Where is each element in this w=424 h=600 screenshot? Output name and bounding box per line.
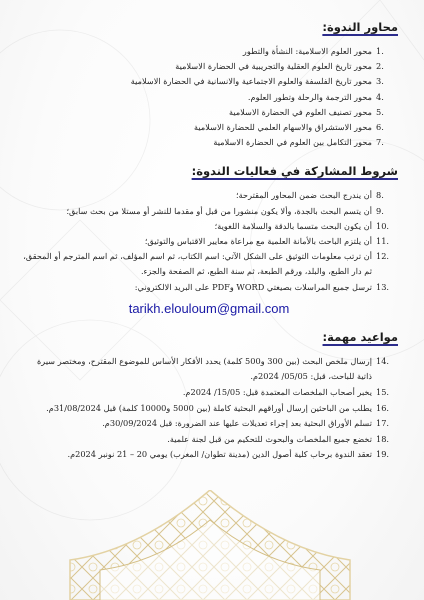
decorative-arch-ornament <box>60 490 360 600</box>
dates-list <box>20 354 398 463</box>
email-link[interactable]: tarikh.elouloum@gmail.com <box>128 300 290 316</box>
list-item: 15. يخبر أصحاب الملخصات المعتمدة قبل: 15/05/ 2024م. <box>182 387 390 398</box>
axes-list <box>20 44 398 150</box>
list-item: 7. محور التكامل بين العلوم في الحضارة الاسلامية <box>213 137 384 148</box>
list-item: 10. أن يكون البحث متسما بالدقة والسلامة اللغوية؛ <box>214 220 390 231</box>
list-item: 11. أن يلتزم الباحث بالأمانة العلمية مع مراعاة معايير الاقتباس والتوثيق؛ <box>144 236 390 247</box>
list-item: 12. أن ترتب معلومات التوثيق على الشكل الآتي: اسم الكتاب، ثم اسم المؤلف، ثم اسم المترجم أو المحقق، ثم دار الطبع، والبلد، ورقم الطبعة، ثم سنة الطبع، ثم الصفحة والجزء. <box>23 251 390 277</box>
list-item: 6. محور الاستشراق والاسهام العلمي للحضارة الاسلامية <box>194 122 384 133</box>
list-item: 8. أن يندرج البحث ضمن المحاور المقترحة؛ <box>236 190 384 201</box>
dates-heading: مواعيد مهمة: <box>322 329 398 344</box>
list-item: 9. أن يتسم البحث بالجدة، وألا يكون منشورا من قبل أو مقدما للنشر أو مستلا من بحث سابق؛ <box>66 205 384 216</box>
list-item: 2. محور تاريخ العلوم العقلية والتجريبية في الحضارة الاسلامية <box>175 61 384 72</box>
list-item: 4. محور الترجمة والرحلة وتطور العلوم. <box>247 91 384 102</box>
list-item: 1. محور العلوم الاسلامية: النشأة والتطور <box>242 46 384 56</box>
list-item: 17. تسلم الأوراق البحثية بعد إجراء تعديلات عليها عند الضرورة: قبل 30/09/2024م. <box>102 418 390 429</box>
list-item: 19. تعقد الندوة برحاب كلية أصول الدين (مدينة تطوان/ المغرب) يومي 20 – 21 نونبر 2024م. <box>67 449 390 460</box>
list-item: 16. يطلب من الباحثين إرسال أوراقهم البحثية كاملة (بين 5000 و10000 كلمة) قبل 31/08/2024م. <box>46 402 390 413</box>
conditions-list <box>20 188 398 294</box>
axes-heading: محاور الندوة: <box>322 20 398 34</box>
document-content <box>20 20 398 463</box>
list-item: 13. ترسل جميع المراسلات بصيغتي WORD وPDF على البريد الالكتروني: <box>134 281 390 292</box>
list-item: 14. إرسال ملخص البحث (بين 300 و500 كلمة) يحدد الأفكار الأساس للموضوع المقترح، ومختصر سيرة ذاتية للباحث، قبل: 05/05/ 2024م. <box>37 355 390 382</box>
list-item: 3. محور تاريخ الفلسفة والعلوم الاجتماعية والانسانية في الحضارة الاسلامية <box>130 76 384 87</box>
conditions-heading: شروط المشاركة في فعاليات الندوة: <box>191 164 398 179</box>
list-item: 18. تخضع جميع الملخصات والبحوث للتحكيم من قبل لجنة علمية. <box>167 433 390 444</box>
list-item: 5. محور تصنيف العلوم في الحضارة الاسلامية <box>229 106 384 117</box>
